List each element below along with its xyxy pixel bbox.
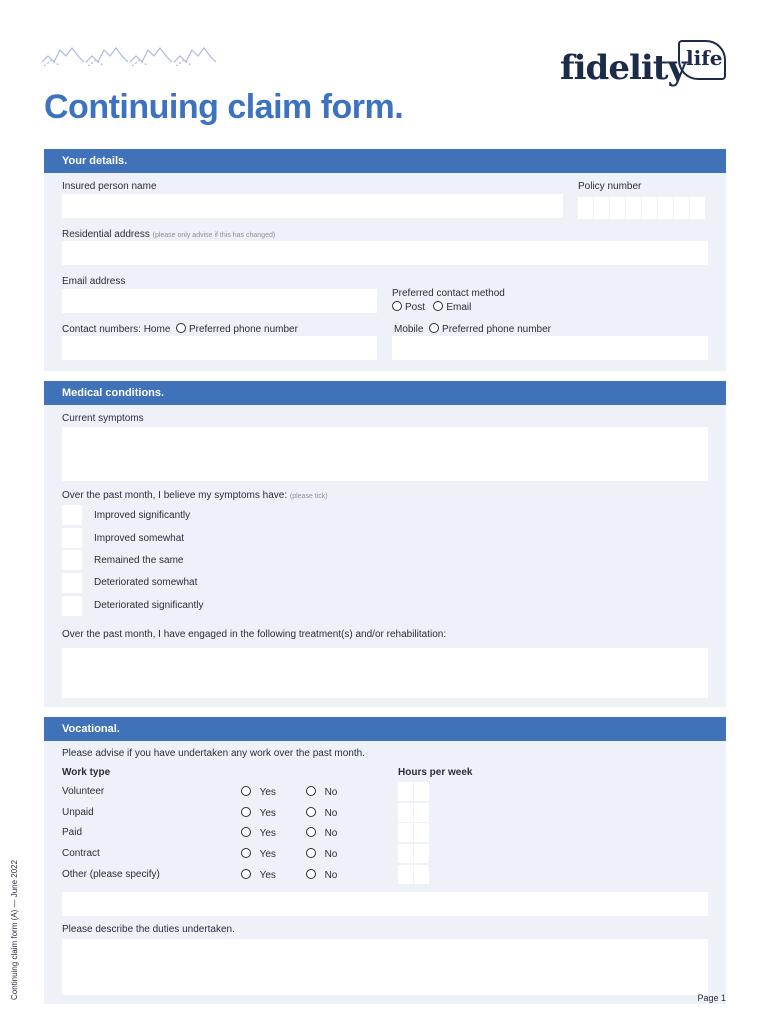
no-label: No: [324, 808, 338, 819]
yes-option: [241, 827, 276, 839]
section-heading: Medical conditions.: [44, 381, 726, 405]
address-label-text: Residential address: [62, 229, 150, 240]
decorative-pattern-icon: [40, 38, 220, 68]
symptoms-label: Current symptoms: [62, 413, 144, 424]
email-field[interactable]: [62, 289, 377, 313]
home-phone-field[interactable]: [62, 336, 377, 360]
no-radio[interactable]: [306, 786, 316, 796]
contact-method-options: [392, 301, 471, 313]
option-checkbox[interactable]: [62, 505, 82, 525]
option-label: Remained the same: [94, 555, 184, 566]
yes-label: Yes: [259, 849, 276, 860]
address-note: (please only advise if this has changed): [152, 232, 276, 239]
no-label: No: [324, 828, 338, 839]
yes-option: [241, 848, 276, 860]
address-label: [62, 229, 275, 240]
hours-field[interactable]: [398, 782, 430, 801]
page-title: Continuing claim form.: [44, 88, 404, 126]
yes-radio[interactable]: [241, 869, 251, 879]
option-label: Improved somewhat: [94, 533, 185, 544]
work-type-label: Paid: [62, 827, 83, 838]
yes-radio[interactable]: [241, 827, 251, 837]
no-radio[interactable]: [306, 848, 316, 858]
duties-field[interactable]: [62, 939, 708, 995]
post-label: Post: [405, 302, 426, 313]
insured-name-label: Insured person name: [62, 181, 157, 192]
logo-wordmark: fidelity: [560, 48, 687, 88]
option-checkbox[interactable]: [62, 550, 82, 570]
no-option: [306, 827, 337, 839]
no-option: [306, 869, 337, 881]
policy-number-label: Policy number: [578, 181, 642, 192]
mobile-label-text: Mobile: [394, 324, 424, 335]
work-type-label: Unpaid: [62, 807, 94, 818]
yes-radio[interactable]: [241, 786, 251, 796]
policy-number-field[interactable]: [578, 197, 706, 219]
option-checkbox[interactable]: [62, 573, 82, 593]
hours-field[interactable]: [398, 803, 430, 822]
option-checkbox[interactable]: [62, 596, 82, 616]
email-radio[interactable]: [433, 301, 443, 311]
yes-label: Yes: [259, 870, 276, 881]
section-heading: Your details.: [44, 149, 726, 173]
post-radio[interactable]: [392, 301, 402, 311]
section-heading: Vocational.: [44, 717, 726, 741]
insured-name-field[interactable]: [62, 194, 563, 218]
no-option: [306, 786, 337, 798]
yes-option: [241, 786, 276, 798]
mobile-phone-field[interactable]: [392, 336, 708, 360]
no-label: No: [324, 849, 338, 860]
yes-radio[interactable]: [241, 848, 251, 858]
yes-label: Yes: [259, 828, 276, 839]
symptoms-field[interactable]: [62, 427, 708, 481]
treatment-label: Over the past month, I have engaged in the following treatment(s) and/or rehabilitation:: [62, 629, 447, 640]
mobile-preferred-label: Preferred phone number: [442, 324, 551, 335]
progress-note: (please tick): [289, 493, 328, 500]
section-medical-conditions: [44, 381, 726, 707]
home-label-text: Contact numbers: Home: [62, 324, 171, 335]
address-field[interactable]: [62, 241, 708, 265]
option-label: Deteriorated somewhat: [94, 577, 198, 588]
hours-field[interactable]: [398, 844, 430, 863]
work-type-label: Contract: [62, 848, 100, 859]
vocational-intro: Please advise if you have undertaken any work over the past month.: [62, 748, 365, 759]
work-type-label: Other (please specify): [62, 869, 160, 880]
yes-label: Yes: [259, 808, 276, 819]
mobile-phone-label: [394, 323, 551, 335]
home-preferred-label: Preferred phone number: [188, 324, 298, 335]
progress-label-text: Over the past month, I believe my symptoms have:: [62, 490, 288, 501]
yes-label: Yes: [259, 787, 276, 798]
hours-field[interactable]: [398, 823, 430, 842]
page-number: Page 1: [697, 993, 726, 1003]
no-radio[interactable]: [306, 807, 316, 817]
hours-field[interactable]: [398, 865, 430, 884]
duties-label: Please describe the duties undertaken.: [62, 924, 235, 935]
no-label: No: [324, 870, 338, 881]
symptom-progress-label: [62, 490, 328, 501]
section-vocational: [44, 717, 726, 1004]
contact-method-label: Preferred contact method: [392, 288, 505, 299]
no-radio[interactable]: [306, 827, 316, 837]
yes-option: [241, 869, 276, 881]
other-specify-field[interactable]: [62, 892, 708, 916]
hours-per-week-header: Hours per week: [398, 767, 473, 778]
mobile-preferred-radio[interactable]: [429, 323, 439, 333]
logo-badge-text: life: [686, 46, 723, 70]
option-checkbox[interactable]: [62, 528, 82, 548]
email-option-label: Email: [446, 302, 472, 313]
section-your-details: [44, 149, 726, 371]
treatment-field[interactable]: [62, 648, 708, 698]
work-type-header: Work type: [62, 767, 111, 778]
email-label: Email address: [62, 276, 126, 287]
yes-option: [241, 807, 276, 819]
fidelity-life-logo: [560, 40, 730, 96]
logo-badge: [678, 40, 726, 80]
option-label: Deteriorated significantly: [94, 600, 204, 611]
yes-radio[interactable]: [241, 807, 251, 817]
no-radio[interactable]: [306, 869, 316, 879]
home-preferred-radio[interactable]: [176, 323, 186, 333]
no-option: [306, 807, 337, 819]
work-type-label: Volunteer: [62, 786, 105, 797]
no-label: No: [324, 787, 338, 798]
no-option: [306, 848, 337, 860]
form-version-text: Continuing claim form (A) — June 2022: [10, 859, 19, 1000]
option-label: Improved significantly: [94, 510, 191, 521]
home-phone-label: [62, 323, 298, 335]
